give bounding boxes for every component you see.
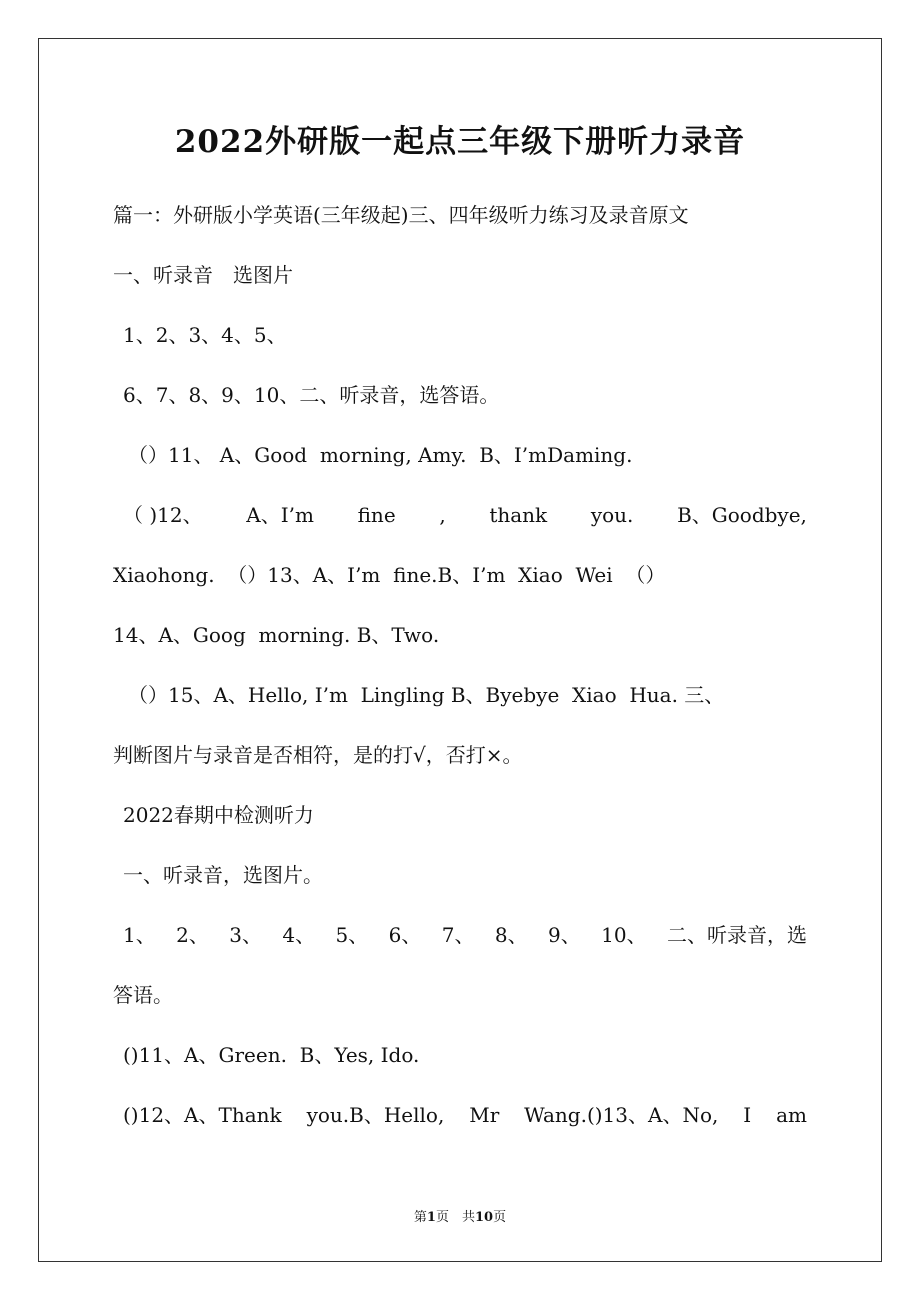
footer-prefix: 第 <box>413 1210 427 1225</box>
line-6-part: thank <box>489 503 548 527</box>
paragraph-line-11: 2022春期中检测听力 <box>123 803 314 827</box>
paragraph-line-12: 一、听录音，选图片。 <box>123 863 323 887</box>
paragraph-line-13 <box>123 923 807 947</box>
line-6-part: , <box>439 503 446 527</box>
document-title: 2022外研版一起点三年级下册听力录音 <box>174 124 746 160</box>
paragraph-line-15: ()11、A、Green. B、Yes, Ido. <box>123 1043 420 1067</box>
line-13-part: 6、 <box>388 923 422 947</box>
total-pages: 10 <box>474 1210 494 1225</box>
paragraph-line-9: （）15、A、Hello, I’m Lingling B、Byebye Xiao Hua. 三、 <box>128 683 725 707</box>
paragraph-line-10: 判断图片与录音是否相符，是的打√，否打×。 <box>113 743 523 767</box>
line-16-part: ()12、A、Thank <box>123 1103 282 1127</box>
line-16-part: Mr <box>469 1103 500 1127</box>
line-16-part: am <box>776 1103 807 1127</box>
footer-suffix: 页 <box>493 1210 507 1225</box>
paragraph-line-4: 6、7、8、9、10、二、听录音，选答语。 <box>123 383 500 407</box>
line-6-part: fine <box>357 503 396 527</box>
line-13-part: 3、 <box>229 923 262 947</box>
line-13-part: 9、 <box>548 923 581 947</box>
line-13-part: 5、 <box>335 923 369 947</box>
paragraph-line-14: 答语。 <box>113 983 173 1007</box>
line-13-part: 7、 <box>441 923 475 947</box>
line-13-part: 8、 <box>494 923 528 947</box>
line-6-part: （ )12、 <box>123 503 203 527</box>
line-13-part: 1、 <box>123 923 156 947</box>
footer-mid: 页 共 <box>435 1210 475 1225</box>
paragraph-line-3: 1、2、3、4、5、 <box>123 323 287 347</box>
paragraph-line-1: 篇一：外研版小学英语(三年级起)三、四年级听力练习及录音原文 <box>113 203 689 227</box>
line-6-part: A、I’m <box>246 503 314 527</box>
page-number: 1 <box>426 1210 436 1225</box>
page-footer <box>0 1206 920 1225</box>
line-13-part: 10、 <box>601 923 647 947</box>
paragraph-line-6 <box>123 503 807 527</box>
line-13-part: 4、 <box>282 923 316 947</box>
line-13-part: 2、 <box>176 923 209 947</box>
line-6-part: B、Goodbye, <box>677 503 807 527</box>
line-13-part: 二、听录音，选 <box>666 923 807 947</box>
line-16-part: you.B、Hello, <box>306 1103 445 1127</box>
line-16-part: Wang.()13、A、No, <box>524 1103 719 1127</box>
paragraph-line-16 <box>123 1103 807 1127</box>
line-16-part: I <box>743 1103 752 1127</box>
paragraph-line-2: 一、听录音 选图片 <box>113 263 293 287</box>
paragraph-line-8: 14、A、Goog morning. B、Two. <box>113 623 440 647</box>
paragraph-line-5: （）11、 A、Good morning, Amy. B、I’mDaming. <box>128 443 633 467</box>
line-6-part: you. <box>590 503 634 527</box>
paragraph-line-7: Xiaohong. （）13、A、I’m fine.B、I’m Xiao Wei （） <box>113 563 666 587</box>
